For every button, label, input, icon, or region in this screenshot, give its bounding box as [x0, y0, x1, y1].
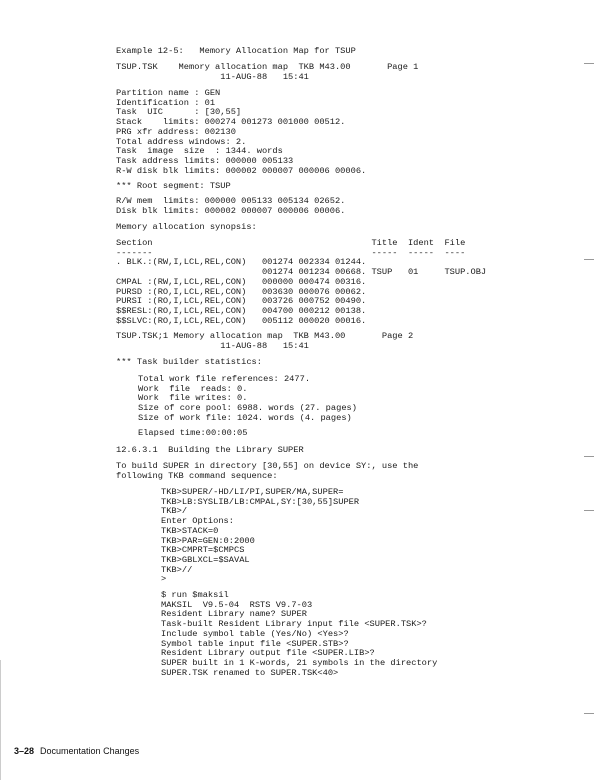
margin-mark	[584, 510, 594, 511]
stats-title: *** Task builder statistics:	[116, 357, 262, 367]
section-heading: 12.6.3.1 Building the Library SUPER	[116, 445, 304, 455]
maksil-session: $ run $maksil MAKSIL V9.5-04 RSTS V9.7-03 Resident Library name? SUPER Task-built Resident Library input file <SUPER.TSK>? Include symbol table (Yes/No) <Yes>? Symbol table input file <SUPER.STB>? Resident Library output file <SUPER.LIB>? SUPER built in 1 K-words, 21 symbols in the directory SUPER.TSK renamed to SUPER.TSK<40>	[161, 590, 438, 678]
stats-list: Total work file references: 2477. Work file reads: 0. Work file writes: 0. Size of core pool: 6988. words (27. pages) Size of work file: 1024. words (4. pages)	[138, 374, 357, 423]
margin-mark	[584, 259, 594, 260]
root-limits: R/W mem limits: 000000 005133 005134 02652. Disk blk limits: 000002 000007 000006 00006.	[116, 196, 346, 216]
footer-title: Documentation Changes	[40, 746, 140, 756]
synopsis-title: Memory allocation synopsis:	[116, 222, 257, 232]
example-caption: Example 12-5: Memory Allocation Map for TSUP	[116, 46, 356, 56]
tkb-command-sequence: TKB>SUPER/-HD/LI/PI,SUPER/MA,SUPER= TKB>LB:SYSLIB/LB:CMPAL,SY:[30,55]SUPER TKB>/ Enter Options: TKB>STACK=0 TKB>PAR=GEN:0:2000 TKB>CMPRT=$CMPCS TKB>GBLXCL=$SAVAL TKB>// >	[161, 487, 360, 585]
map-header-page-2: TSUP.TSK;1 Memory allocation map TKB M43.00 Page 2 11-AUG-88 15:41	[116, 331, 414, 351]
scan-edge	[0, 660, 1, 780]
map-header-page-1: TSUP.TSK Memory allocation map TKB M43.00 Page 1 11-AUG-88 15:41	[116, 62, 419, 82]
root-segment: *** Root segment: TSUP	[116, 181, 231, 191]
intro-paragraph: To build SUPER in directory [30,55] on device SY:, use the following TKB command sequence:	[116, 461, 419, 481]
page-number: 3–28	[14, 746, 35, 756]
margin-mark	[584, 713, 594, 714]
page-footer	[14, 746, 139, 756]
margin-mark	[584, 456, 594, 457]
margin-mark	[584, 63, 594, 64]
synopsis-table: Section Title Ident File ------- ----- ----- ---- . BLK.:(RW,I,LCL,REL,CON) 001274 002334 01244. 001274 001234 00668. TSUP 01 TSUP.OBJ CMPAL :(RW,I,LCL,REL,CON) 000000 000474 00316. PURSD :(RO,I,LCL,REL,CON) 003630 000076 00062. PURSI :(RO,I,LCL,REL,CON) 003726 000752 00490. $$RESL:(RO,I,LCL,REL,CON) 004700 000212 00138. $$SLVC:(RO,I,LCL,REL,CON) 005112 000020 00016.	[116, 238, 487, 326]
partition-info: Partition name : GEN Identification : 01 Task UIC : [30,55] Stack limits: 000274 001273 001000 00512. PRG xfr address: 002130 Total address windows: 2. Task image size : 1344. words Task address limits: 000000 005133 R-W disk blk limits: 000002 000007 000006 00006.	[116, 88, 367, 176]
elapsed-time: Elapsed time:00:00:05	[138, 428, 248, 438]
